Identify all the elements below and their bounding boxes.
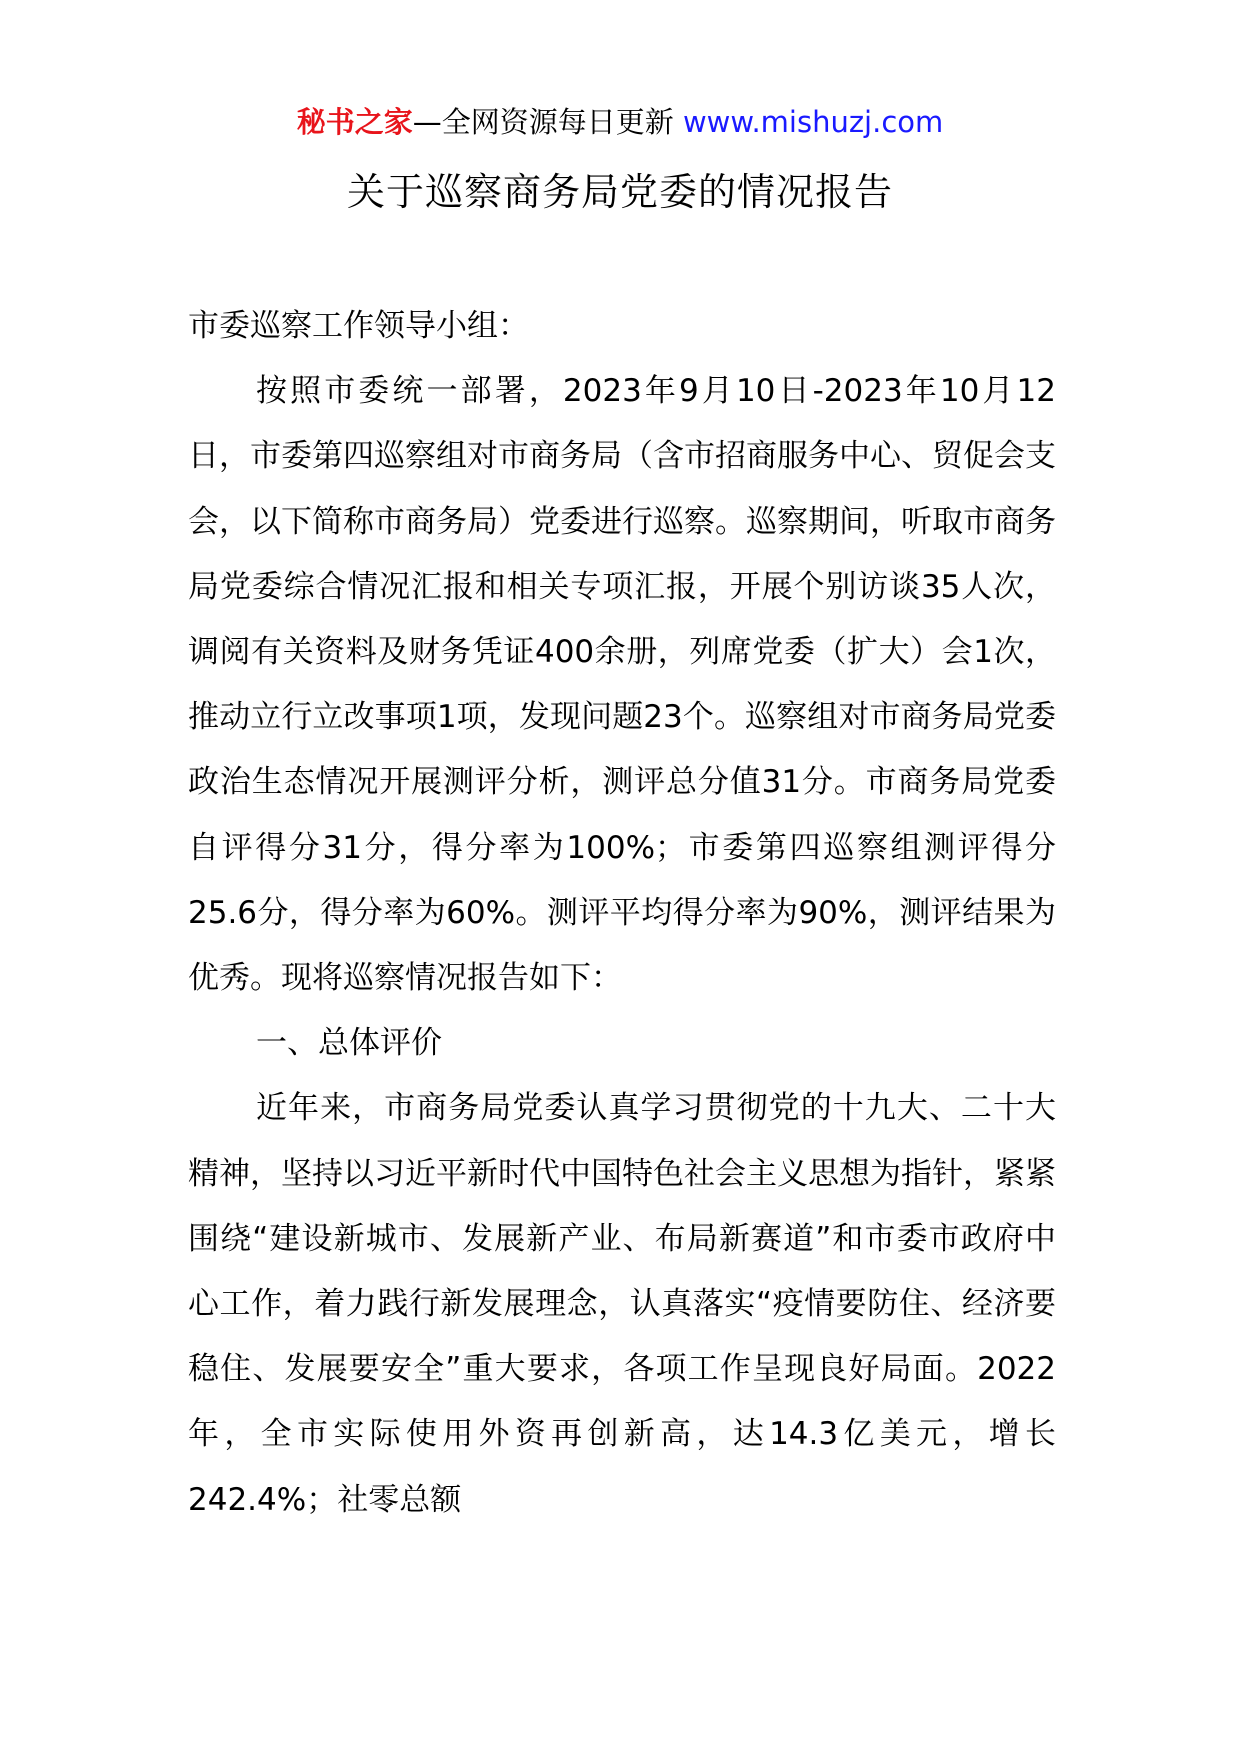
document-body: [188, 294, 1056, 1533]
body-paragraph: 按照市委统一部署，2023年9月10日-2023年10月12日，市委第四巡察组对市商务局（含市招商服务中心、贸促会支会，以下简称市商务局）党委进行巡察。巡察期间，听取市商务局党委综合情况汇报和相关专项汇报，开展个别访谈35人次，调阅有关资料及财务凭证400余册，列席党委（扩大）会1次，推动立行立改事项1项，发现问题23个。巡察组对市商务局党委政治生态情况开展测评分析，测评总分值31分。市商务局党委自评得分31分，得分率为100%；市委第四巡察组测评得分25.6分，得分率为60%。测评平均得分率为90%，测评结果为优秀。现将巡察情况报告如下：: [188, 373, 1056, 997]
brand-slogan: —全网资源每日更新: [412, 105, 674, 139]
site-url[interactable]: www.mishuzj.com: [682, 105, 944, 139]
section-heading: 一、总体评价: [256, 1025, 442, 1062]
site-banner: [0, 100, 1240, 144]
brand-name: 秘书之家: [296, 105, 413, 139]
body-paragraph: 近年来，市商务局党委认真学习贯彻党的十九大、二十大精神，坚持以习近平新时代中国特色社会主义思想为指针，紧紧围绕“建设新城市、发展新产业、布局新赛道”和市委市政府中心工作，着力践行新发展理念，认真落实“疫情要防住、经济要稳住、发展要安全”重大要求，各项工作呈现良好局面。2022年，全市实际使用外资再创新高，达14.3亿美元，增长242.4%；社零总额: [188, 1090, 1056, 1518]
salutation: 市委巡察工作领导小组：: [188, 308, 529, 344]
document-title: 关于巡察商务局党委的情况报告: [346, 170, 893, 214]
